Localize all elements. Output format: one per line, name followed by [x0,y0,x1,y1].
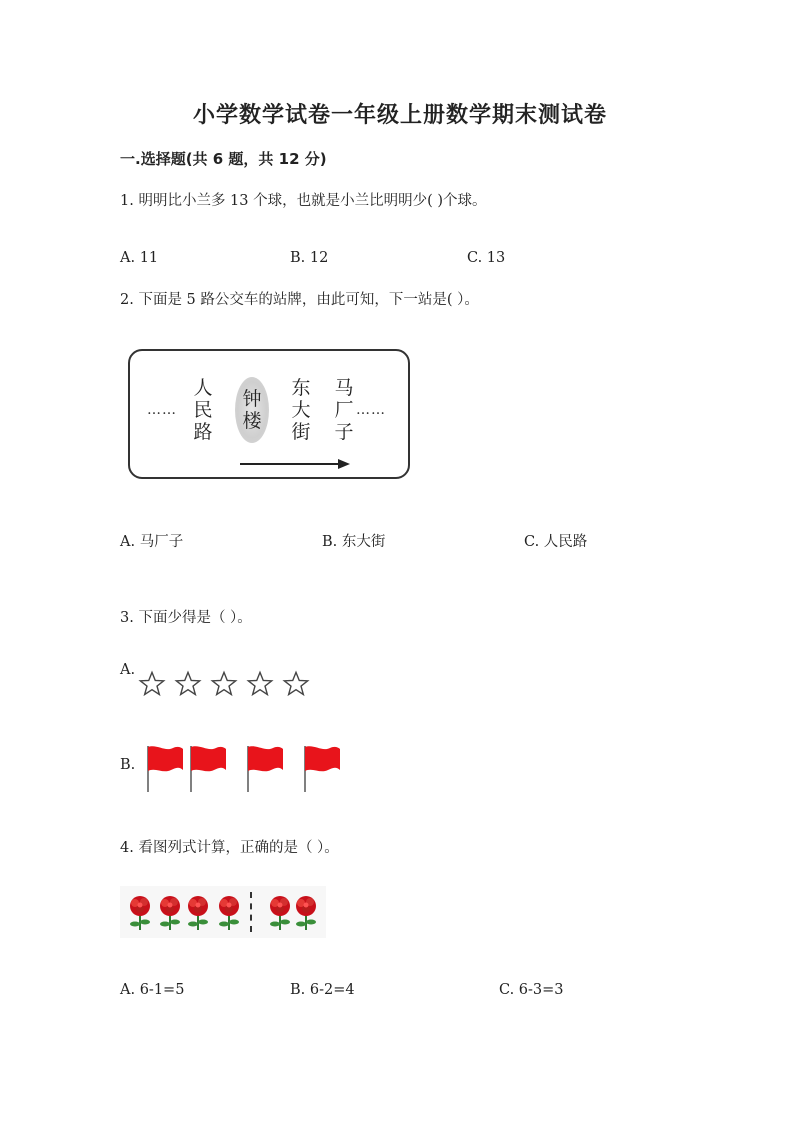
sign-stop-machangzi: 马厂子 [334,377,354,443]
question-1-option-b: B. 12 [290,250,329,266]
question-4-option-a: A. 6-1=5 [120,982,185,998]
star-outline-icon [282,670,310,698]
section-heading: 一.选择题(共 6 题，共 12 分) [120,150,327,168]
sign-stop-dongdajie: 东大街 [291,377,311,443]
red-flower-icon [292,892,320,932]
red-flower-icon [266,892,294,932]
red-flag-icon [302,744,342,794]
dashed-divider [250,892,252,932]
red-flower-icon [156,892,184,932]
red-flag-icon [145,744,185,794]
star-outline-icon [246,670,274,698]
question-3-text: 3. 下面少得是（ ）。 [120,610,252,626]
sign-right-dots: …… [356,402,386,418]
question-3-option-b: B. [120,757,136,773]
red-flag-icon [245,744,285,794]
direction-arrow-line [240,463,340,465]
page-title: 小学数学试卷一年级上册数学期末测试卷 [192,103,607,128]
sign-stop-zhonglou: 钟楼 [242,388,262,432]
red-flower-icon [215,892,243,932]
question-1-text: 1. 明明比小兰多 13 个球，也就是小兰比明明少( )个球。 [120,193,487,209]
question-4-option-c: C. 6-3=3 [499,982,564,998]
star-outline-icon [174,670,202,698]
question-3-option-a: A. [120,662,136,678]
question-2-option-a: A. 马厂子 [120,534,184,550]
red-flag-icon [188,744,228,794]
question-4-option-b: B. 6-2=4 [290,982,355,998]
sign-left-dots: …… [147,402,177,418]
flower-picture [120,886,326,938]
question-1-option-a: A. 11 [120,250,159,266]
question-1-option-c: C. 13 [467,250,506,266]
star-outline-icon [210,670,238,698]
sign-stop-renminlu: 人民路 [193,377,213,443]
red-flower-icon [184,892,212,932]
star-outline-icon [138,670,166,698]
question-2-option-b: B. 东大街 [322,534,386,550]
question-4-text: 4. 看图列式计算，正确的是（ ）。 [120,840,339,856]
question-2-option-c: C. 人民路 [524,534,588,550]
arrow-right-icon [338,459,350,469]
red-flower-icon [126,892,154,932]
question-2-text: 2. 下面是 5 路公交车的站牌，由此可知，下一站是( ）。 [120,292,479,308]
